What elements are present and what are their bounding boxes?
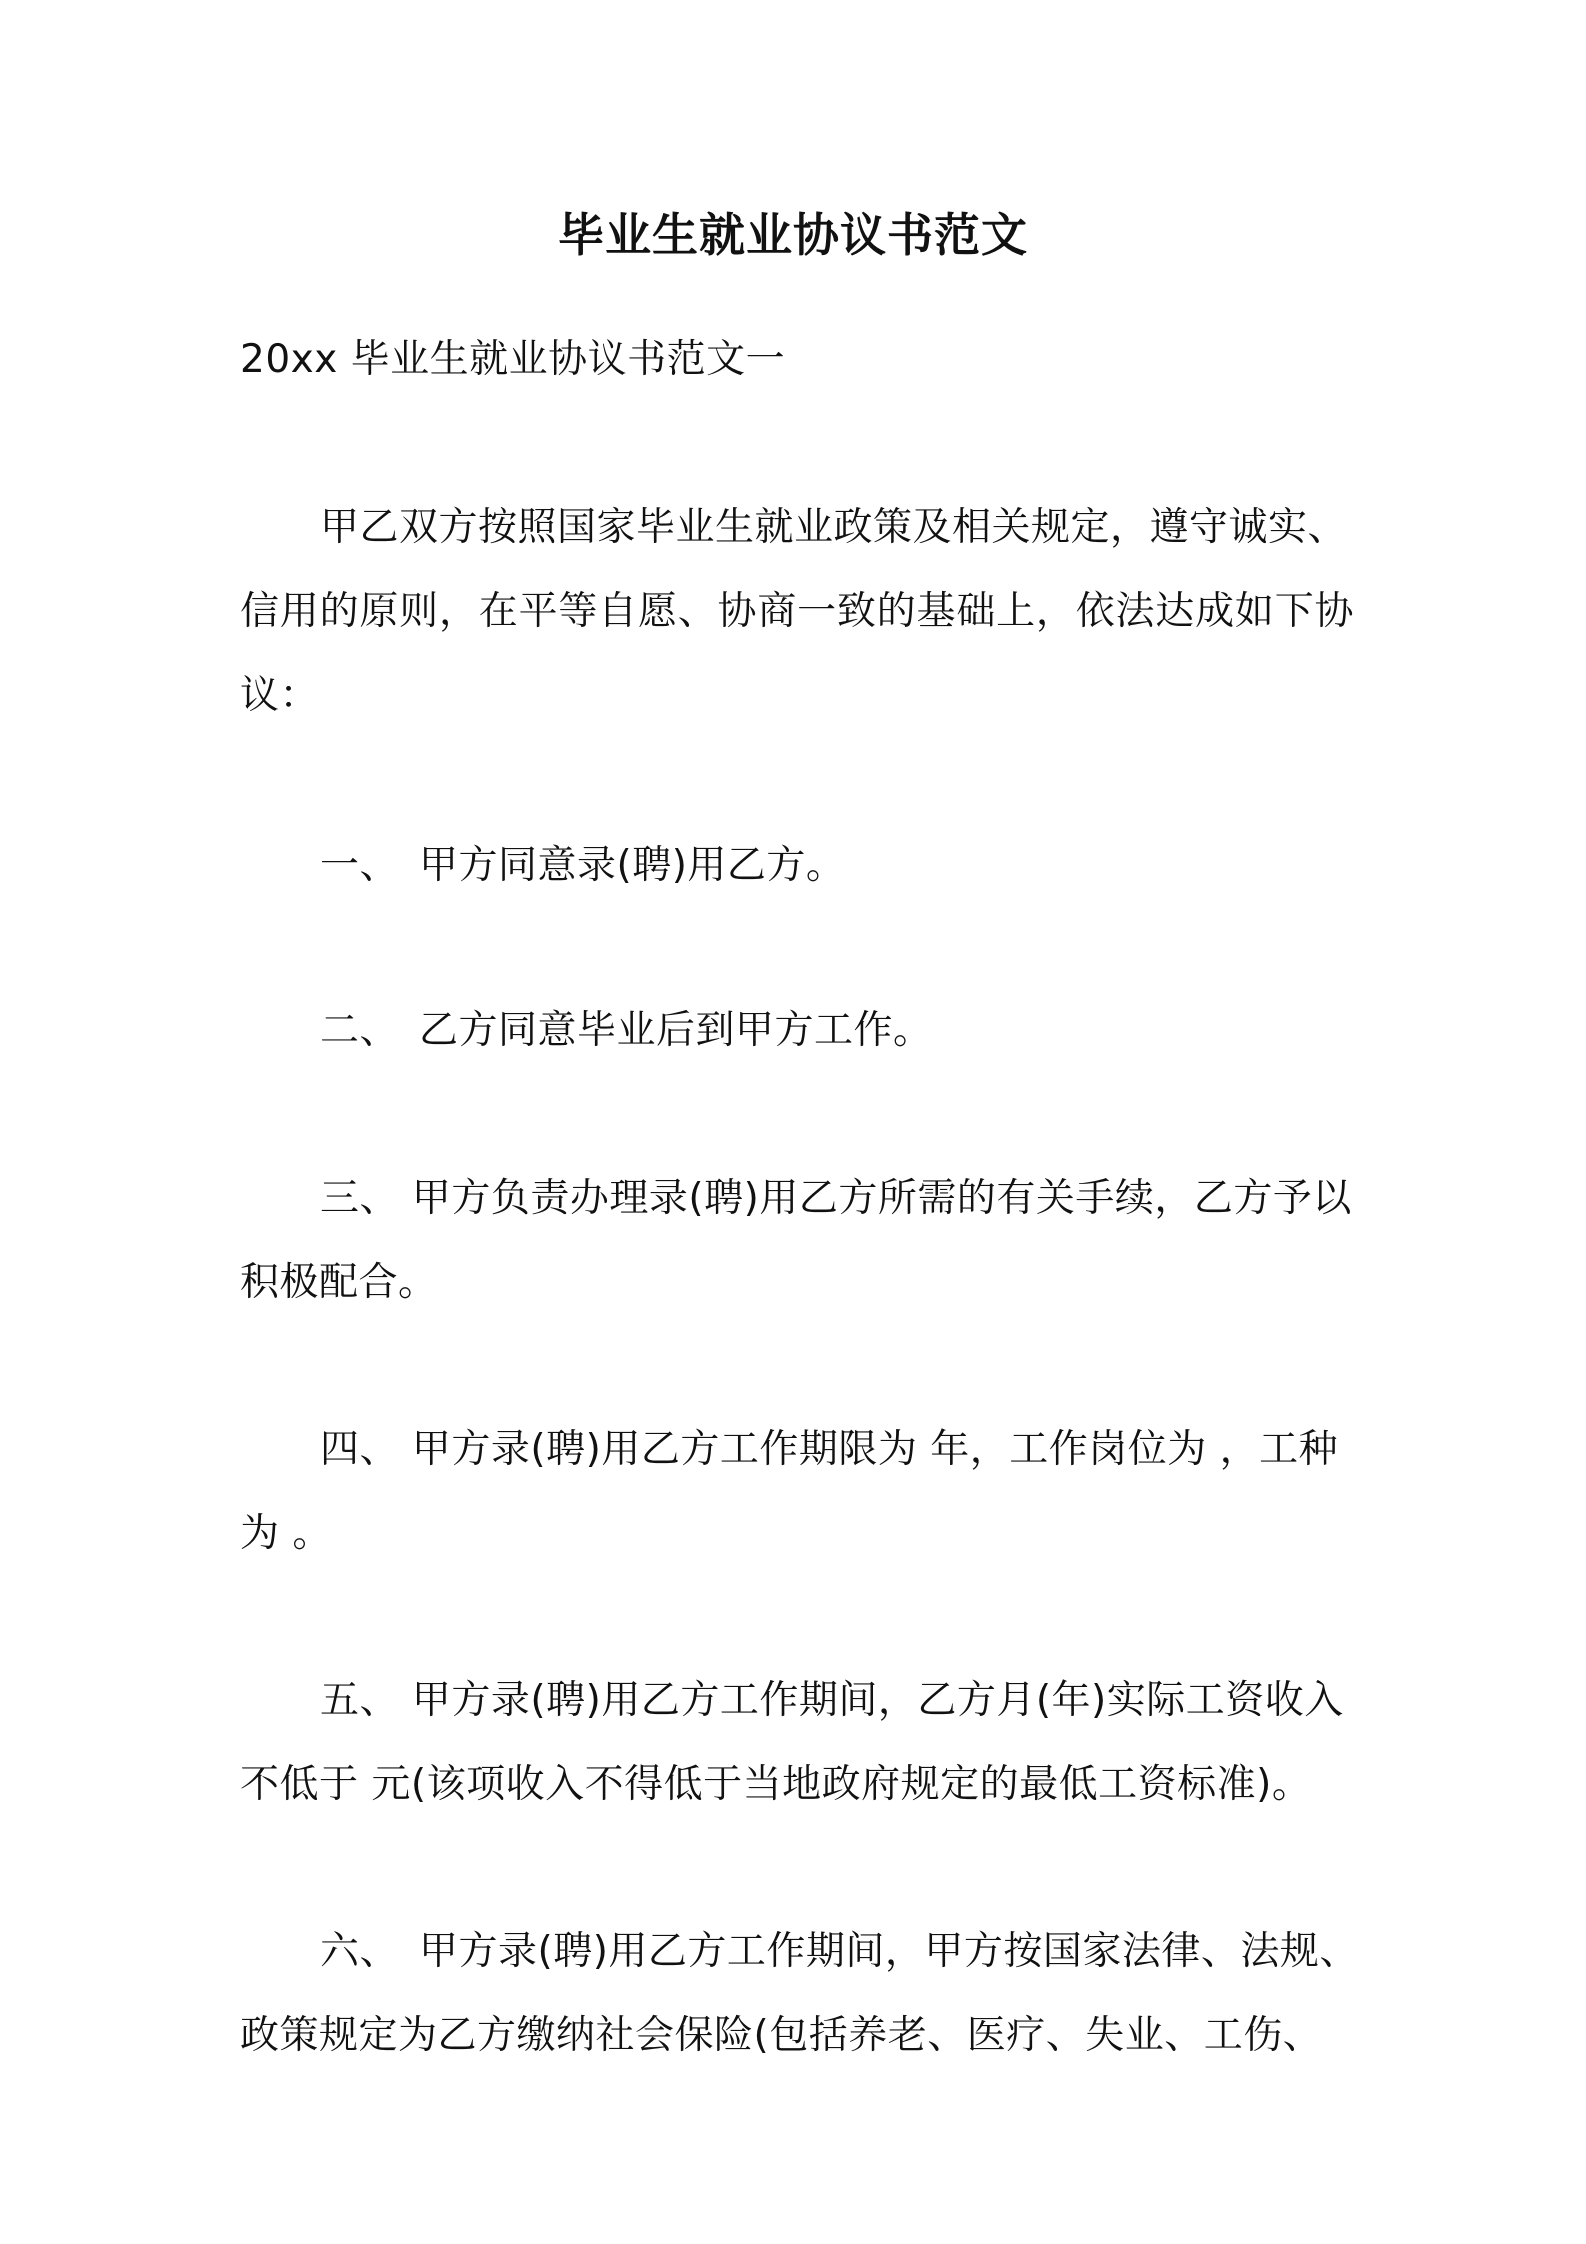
document-title: 毕业生就业协议书范文 [558,208,1028,262]
clause-5-line-2: 不低于 元(该项收入不得低于当地政府规定的最低工资标准)。 [240,1762,1312,1807]
clause-3-line-2: 积极配合。 [240,1260,438,1305]
clause-4-line-1: 四、 甲方录(聘)用乙方工作期限为 年，工作岗位为 ，工种 [320,1427,1339,1472]
clause-4-line-2: 为 。 [240,1511,332,1556]
preamble-line-2: 信用的原则，在平等自愿、协商一致的基础上，依法达成如下协 [240,589,1354,634]
clause-6-line-1: 六、 甲方录(聘)用乙方工作期间，甲方按国家法律、法规、 [320,1929,1359,1974]
clause-3-line-1: 三、 甲方负责办理录(聘)用乙方所需的有关手续，乙方予以 [320,1176,1352,1221]
document-subtitle: 20xx 毕业生就业协议书范文一 [240,337,786,382]
clause-1-line-1: 一、 甲方同意录(聘)用乙方。 [320,843,846,888]
clause-5-line-1: 五、 甲方录(聘)用乙方工作期间，乙方月(年)实际工资收入 [320,1678,1344,1723]
clause-2-line-1: 二、 乙方同意毕业后到甲方工作。 [320,1008,933,1053]
preamble-line-1: 甲乙双方按照国家毕业生就业政策及相关规定，遵守诚实、 [320,505,1348,550]
preamble-line-3: 议： [240,673,320,718]
clause-6-line-2: 政策规定为乙方缴纳社会保险(包括养老、医疗、失业、工伤、 [240,2013,1323,2058]
